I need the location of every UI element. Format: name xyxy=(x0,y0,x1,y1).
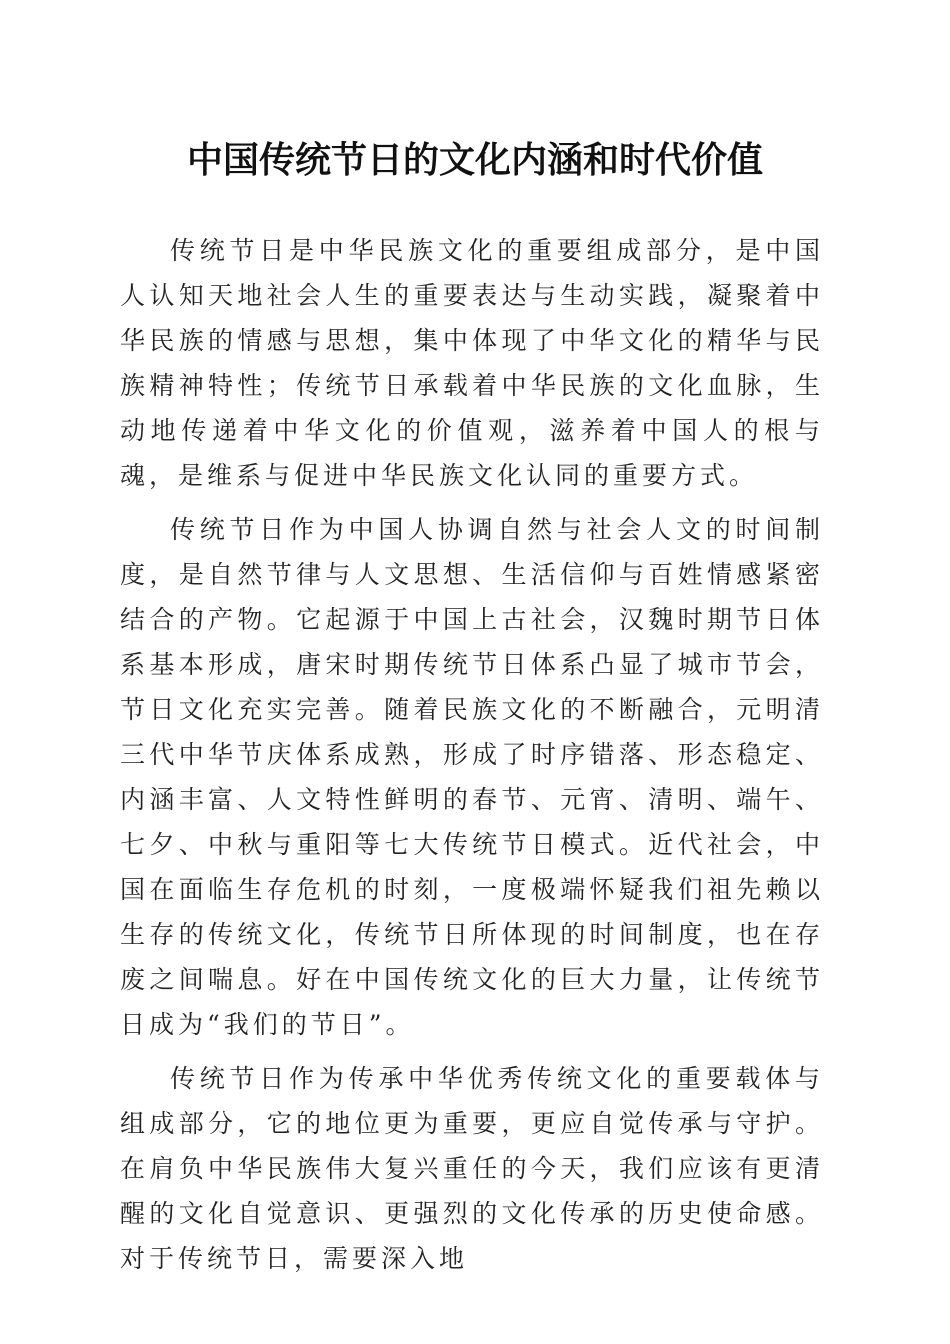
paragraph: 传统节日作为中国人协调自然与社会人文的时间制度，是自然节律与人文思想、生活信仰与百姓情感紧密结合的产物。它起源于中国上古社会，汉魏时期节日体系基本形成，唐宋时期传统节日体系凸显了城市节会，节日文化充实完善。随着民族文化的不断融合，元明清三代中华节庆体系成熟，形成了时序错落、形态稳定、内涵丰富、人文特性鲜明的春节、元宵、清明、端午、七夕、中秋与重阳等七大传统节日模式。近代社会，中国在面临生存危机的时刻，一度极端怀疑我们祖先赖以生存的传统文化，传统节日所体现的时间制度，也在存废之间喘息。好在中国传统文化的巨大力量，让传统节日成为“我们的节日”。 xyxy=(120,515,824,1039)
document-body xyxy=(120,228,824,1290)
paragraph: 传统节日是中华民族文化的重要组成部分，是中国人认知天地社会人生的重要表达与生动实践，凝聚着中华民族的情感与思想，集中体现了中华文化的精华与民族精神特性；传统节日承载着中华民族的文化血脉，生动地传递着中华文化的价值观，滋养着中国人的根与魂，是维系与促进中华民族文化认同的重要方式。 xyxy=(120,236,824,490)
paragraph: 传统节日作为传承中华优秀传统文化的重要载体与组成部分，它的地位更为重要，更应自觉传承与守护。在肩负中华民族伟大复兴重任的今天，我们应该有更清醒的文化自觉意识、更强烈的文化传承的历史使命感。对于传统节日，需要深入地 xyxy=(120,1064,824,1273)
document-title: 中国传统节日的文化内涵和时代价值 xyxy=(186,139,763,181)
